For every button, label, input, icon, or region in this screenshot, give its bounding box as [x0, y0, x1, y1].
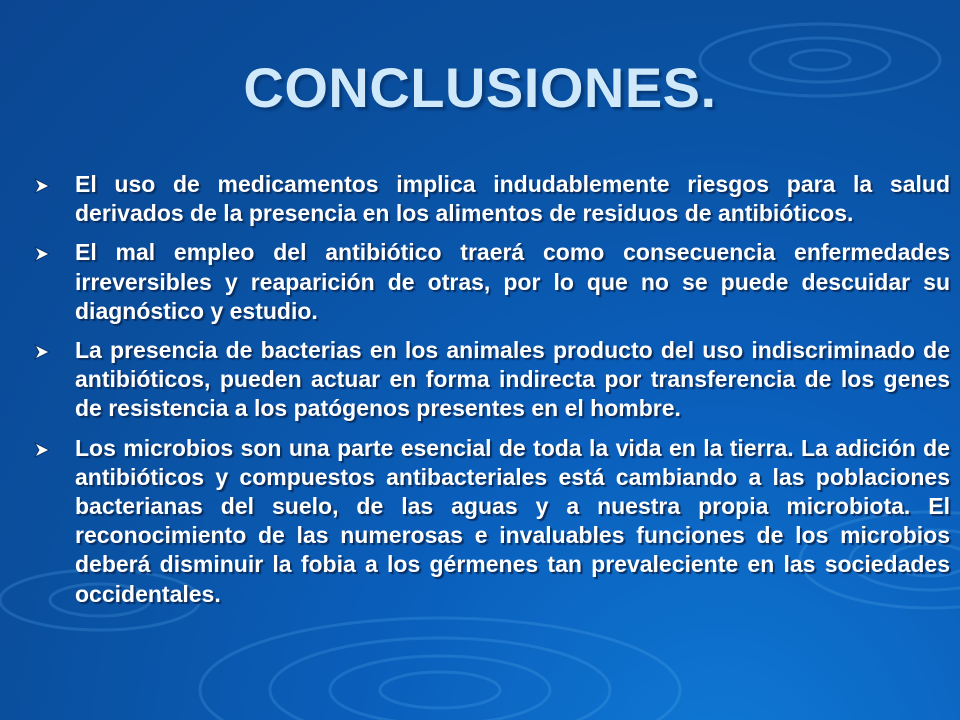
arrowhead-bullet-icon: [34, 442, 50, 458]
arrowhead-bullet-icon: [34, 246, 50, 262]
bullet-text: El mal empleo del antibiótico traerá como consecuencia enfermedades irreversibles y reaparición de otras, por lo que no se puede descuidar su diagnóstico y estudio.: [75, 239, 950, 324]
bullet-text: Los microbios son una parte esencial de toda la vida en la tierra. La adición de antibióticos y compuestos antibacteriales está cambiando a las poblaciones bacterianas del suelo, de las aguas y a nuestra propia microbiota. El reconocimiento de las numerosas e invaluables funciones de los microbios deberá disminuir la fobia a los gérmenes tan prevaleciente en las sociedades occidentales.: [75, 434, 950, 607]
bullet-item: [30, 336, 950, 424]
arrowhead-bullet-icon: [34, 344, 50, 360]
bullet-text: La presencia de bacterias en los animales producto del uso indiscriminado de antibióticos, pueden actuar en forma indirecta por transferencia de los genes de resistencia a los patógenos presentes en el hombre.: [75, 337, 950, 422]
arrowhead-bullet-icon: [34, 178, 50, 194]
bullet-item: [30, 434, 950, 609]
bullet-item: [30, 170, 950, 228]
bullet-text: El uso de medicamentos implica indudablemente riesgos para la salud derivados de la presencia en los alimentos de residuos de antibióticos.: [75, 171, 950, 227]
slide-title: CONCLUSIONES.: [243, 56, 717, 119]
conclusions-list: [30, 170, 950, 619]
bullet-item: [30, 238, 950, 326]
